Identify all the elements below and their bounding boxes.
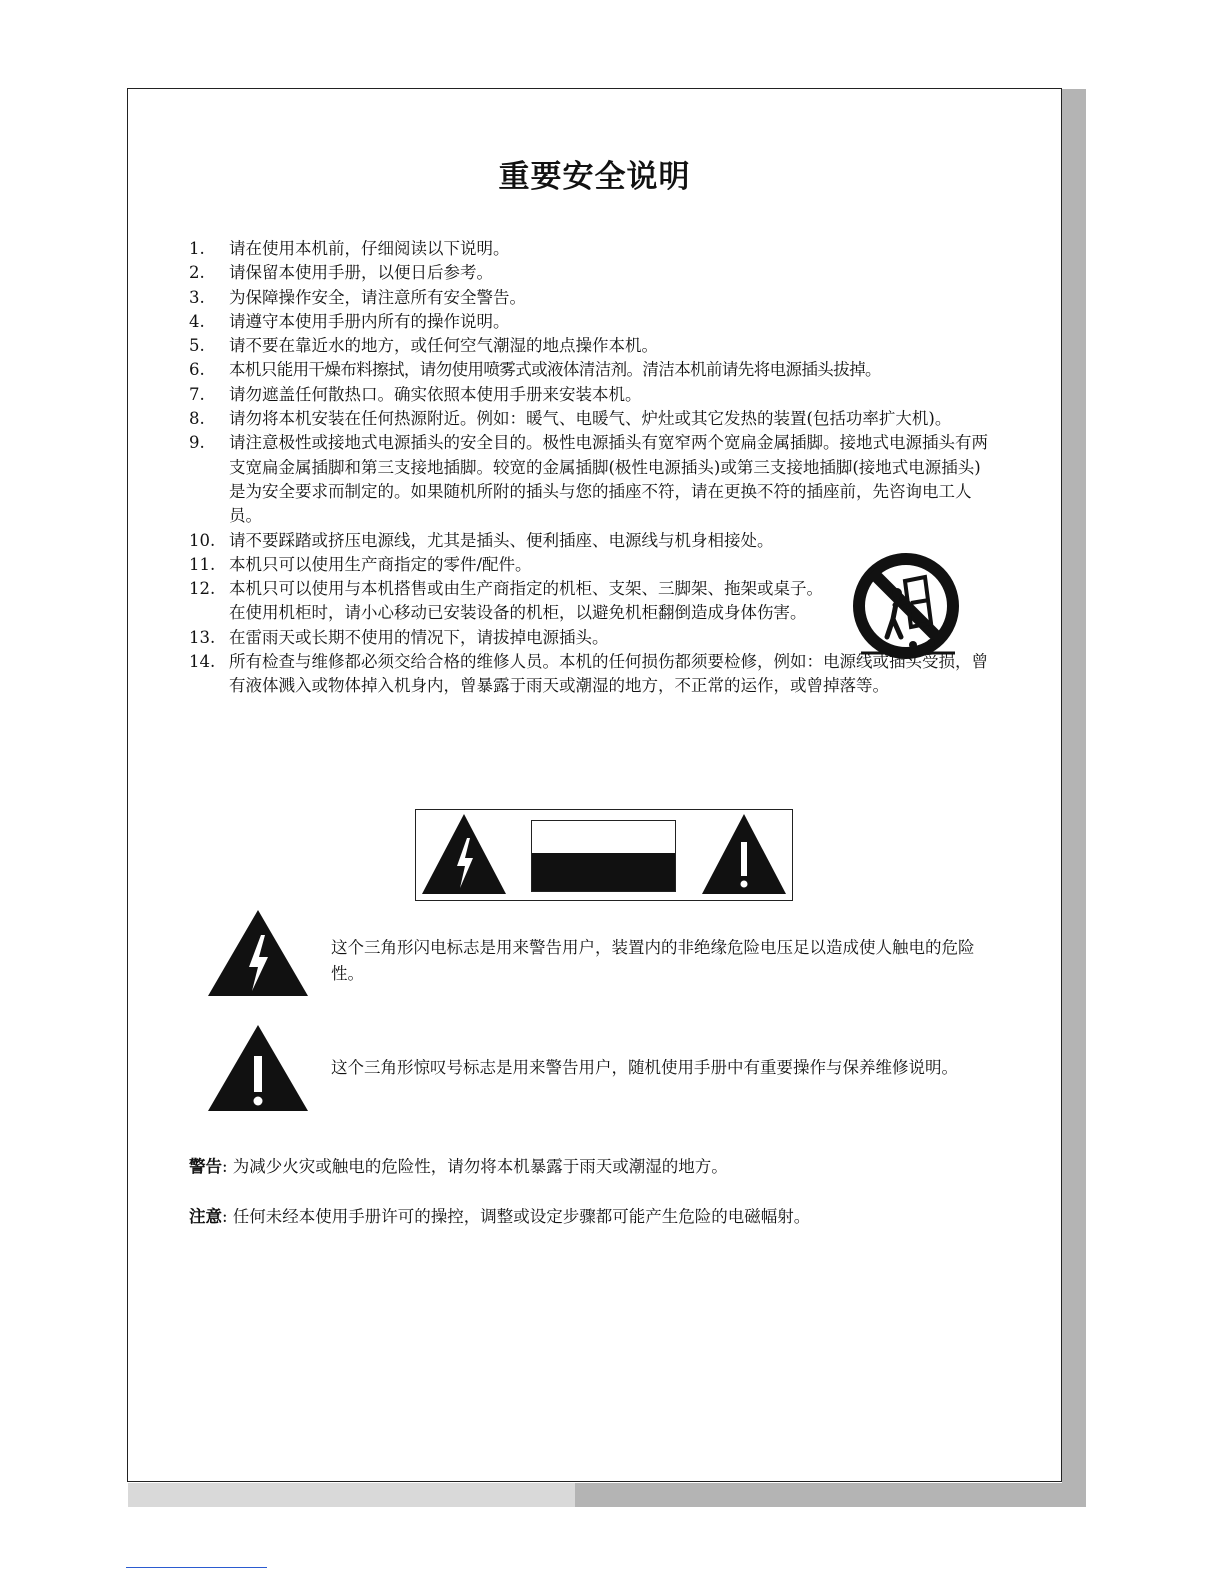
lightning-triangle-icon	[420, 812, 508, 896]
item-text: 本机只能用干燥布料擦拭，请勿使用喷雾式或液体清洁剂。清洁本机前请先将电源插头拔掉。	[229, 360, 881, 380]
item-text: 所有检查与维修都必须交给合格的维修人员。本机的任何损伤都须要检修，例如：电源线或插头受损，曾有液体溅入或物体掉入机身内，曾暴露于雨天或潮湿的地方，不正常的运作，或曾掉落等。	[229, 652, 988, 696]
item-text: 本机只可以使用生产商指定的零件/配件。	[229, 554, 532, 574]
item-text: 请勿遮盖任何散热口。确实依照本使用手册来安装本机。	[229, 384, 642, 404]
item-number: 8.	[189, 409, 205, 429]
page-shadow-bottom-left	[128, 1483, 575, 1507]
item-number: 14.	[189, 652, 216, 672]
item-number: 11.	[189, 554, 216, 574]
item-number: 3.	[189, 287, 205, 307]
exclamation-symbol-description: 这个三角形惊叹号标志是用来警告用户，随机使用手册中有重要操作与保养维修说明。	[331, 1058, 958, 1077]
page-shadow-bottom-right	[1025, 1483, 1086, 1507]
caution-label-fill	[532, 853, 675, 891]
caution-label: 注意	[189, 1207, 222, 1226]
caution-text: : 任何未经本使用手册许可的操控，调整或设定步骤都可能产生危险的电磁幅射。	[222, 1207, 811, 1226]
item-text: 本机只可以使用与本机搭售或由生产商指定的机柜、支架、三脚架、拖架或桌子。在使用机柜时，请小心移动已安装设备的机柜，以避免机柜翻倒造成身体伤害。	[229, 579, 823, 623]
item-text: 请不要踩踏或挤压电源线，尤其是插头、便利插座、电源线与机身相接处。	[229, 530, 774, 550]
list-item	[189, 529, 1129, 553]
page-title: 重要安全说明	[498, 159, 691, 195]
item-number: 1.	[189, 239, 205, 258]
item-number: 5.	[189, 336, 205, 356]
caution-note	[189, 1203, 810, 1227]
item-text: 请勿将本机安装在任何热源附近。例如：暖气、电暖气、炉灶或其它发热的装置(包括功率扩大机)。	[229, 409, 952, 429]
exclamation-triangle-icon	[207, 1024, 309, 1112]
list-item	[189, 577, 1129, 626]
list-item	[189, 431, 1129, 528]
page-link-underline[interactable]	[126, 1566, 267, 1568]
list-item	[189, 261, 1129, 285]
item-number: 7.	[189, 384, 205, 404]
item-text: 请在使用本机前，仔细阅读以下说明。	[229, 239, 510, 258]
list-item	[189, 334, 1129, 358]
list-item	[189, 553, 1129, 577]
safety-instruction-list	[189, 237, 1129, 699]
exclamation-triangle-icon	[700, 812, 788, 896]
warning-note	[189, 1153, 728, 1177]
list-item	[189, 310, 1129, 334]
item-number: 9.	[189, 433, 205, 453]
cart-tip-over-warning-icon	[853, 553, 963, 663]
list-item	[189, 650, 1129, 699]
warning-label: 警告	[189, 1157, 222, 1176]
item-text: 请注意极性或接地式电源插头的安全目的。极性电源插头有宽窄两个宽扁金属插脚。接地式电源插头有两支宽扁金属插脚和第三支接地插脚。较宽的金属插脚(极性电源插头)或第三支接地插脚(接地式电源插头)是为安全要求而制定的。如果随机所附的插头与您的插座不符，请在更换不符的插座前，先咨询电工人员。	[229, 433, 988, 526]
item-text: 为保障操作安全，请注意所有安全警告。	[229, 287, 526, 307]
list-item	[189, 407, 1129, 431]
item-number: 2.	[189, 263, 205, 283]
list-item	[189, 626, 1129, 650]
document-page	[127, 88, 1062, 1482]
item-text: 请不要在靠近水的地方，或任何空气潮湿的地点操作本机。	[229, 336, 658, 356]
caution-symbol-box	[415, 809, 793, 901]
list-item	[189, 237, 1129, 261]
caution-label-panel	[531, 820, 676, 892]
lightning-symbol-description: 这个三角形闪电标志是用来警告用户，装置内的非绝缘危险电压足以造成使人触电的危险性。	[331, 938, 975, 983]
item-number: 6.	[189, 360, 205, 380]
item-text: 请遵守本使用手册内所有的操作说明。	[229, 311, 510, 331]
item-number: 12.	[189, 579, 216, 599]
item-number: 10.	[189, 530, 216, 550]
list-item	[189, 358, 1129, 382]
item-number: 13.	[189, 627, 216, 647]
page-shadow-bottom-mid	[575, 1483, 1025, 1507]
list-item	[189, 286, 1129, 310]
warning-text: : 为减少火灾或触电的危险性，请勿将本机暴露于雨天或潮湿的地方。	[222, 1157, 728, 1176]
item-number: 4.	[189, 311, 205, 331]
list-item	[189, 383, 1129, 407]
item-text: 在雷雨天或长期不使用的情况下，请拔掉电源插头。	[229, 627, 609, 647]
item-text: 请保留本使用手册，以便日后参考。	[229, 263, 493, 283]
lightning-triangle-icon	[207, 909, 309, 997]
